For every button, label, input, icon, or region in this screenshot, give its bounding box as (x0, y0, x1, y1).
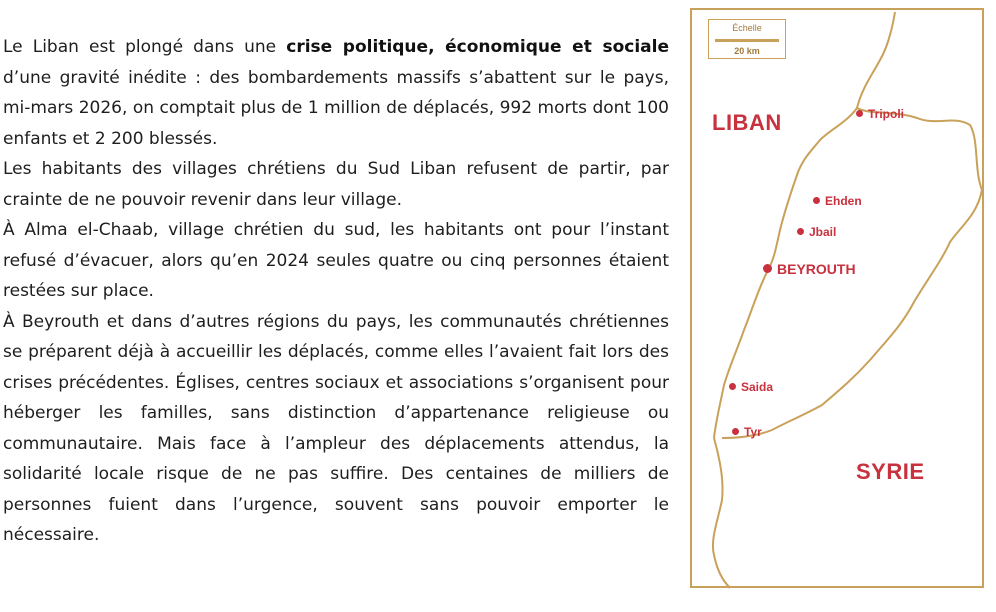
city-marker (732, 428, 739, 435)
city-saida (729, 380, 773, 394)
paragraph-3: À Alma el-Chaab, village chrétien du sud, les habitants ont pour l’instant refusé d’évacuer, alors qu’en 2024 seules quatre ou cinq personnes étaient restées sur place. (3, 220, 669, 301)
city-tripoli (856, 107, 904, 121)
region-label-syria: SYRIE (856, 459, 925, 484)
city-label: Ehden (825, 194, 862, 208)
southern-border (713, 438, 730, 588)
paragraph-1 (3, 32, 669, 154)
city-label: Tyr (744, 425, 762, 439)
lebanon-map (690, 8, 984, 588)
scale-value: 20 km (734, 46, 760, 56)
map-scale (708, 19, 786, 59)
city-tyr (732, 425, 762, 439)
city-jbail (797, 225, 836, 239)
paragraph-1-end: d’une gravité inédite : des bombardements massifs s’abattent sur le pays, mi-mars 2026, on comptait plus de 1 million de déplacés, 992 morts dont 100 enfants et 2 200 blessés. (3, 67, 669, 149)
city-ehden (813, 194, 862, 208)
city-label: Saida (741, 380, 774, 394)
city-label: BEYROUTH (777, 261, 856, 277)
article-text (3, 32, 669, 551)
capital-marker (763, 264, 772, 273)
paragraph-4: À Beyrouth et dans d’autres régions du pays, les communautés chrétiennes se préparent déjà à accueillir les déplacés, comme elles l’avaient fait lors des crises précédentes. Églises, centres sociaux et associations s’organisent pour héberger les familles, sans distinction d’appartenance religieuse ou communautaire. Mais face à l’ampleur des déplacements attendus, la solidarité locale risque de ne pas suffire. Des centaines de milliers de personnes fuient dans l’urgence, souvent sans pouvoir emporter le nécessaire. (3, 311, 669, 545)
paragraph-1-start: Le Liban est plongé dans une (3, 37, 287, 57)
paragraph-2: Les habitants des villages chrétiens du Sud Liban refusent de partir, par crainte de ne pouvoir revenir dans leur village. (3, 159, 669, 210)
city-marker (813, 197, 820, 204)
scale-title: Échelle (732, 23, 762, 33)
map-borders (692, 10, 986, 590)
city-beyrouth (763, 262, 856, 276)
scale-bar (715, 39, 779, 42)
city-label: Tripoli (868, 107, 904, 121)
city-marker (729, 383, 736, 390)
paragraph-1-emphasis: crise politique, économique et sociale (286, 37, 669, 57)
city-marker (856, 110, 863, 117)
city-label: Jbail (809, 225, 837, 239)
city-marker (797, 228, 804, 235)
region-label-lebanon: LIBAN (712, 110, 782, 135)
